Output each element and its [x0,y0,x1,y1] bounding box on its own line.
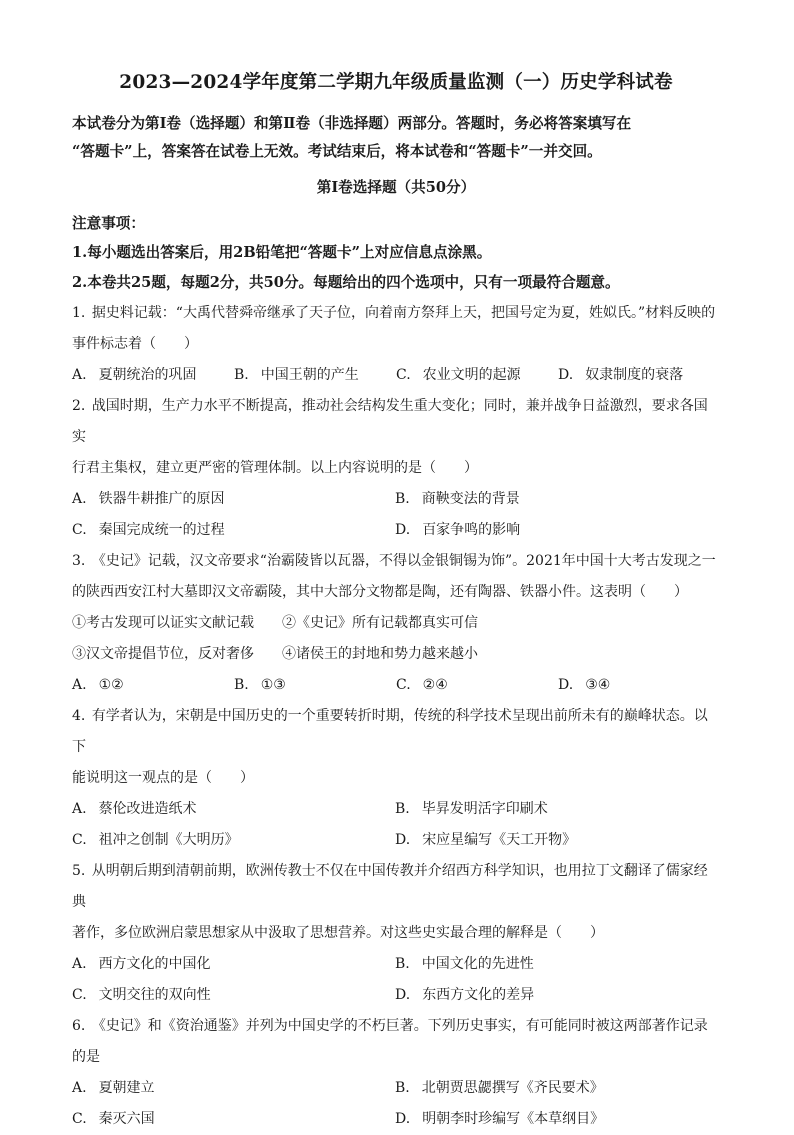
options-row [72,794,720,825]
note-item: 1.每小题选出答案后，用2B铅笔把“答题卡”上对应信息点涂黑。 [72,244,492,261]
option-d[interactable] [558,670,610,701]
option-text: ②④ [422,677,448,693]
option-label: B. [395,801,410,817]
option-b[interactable] [395,1073,604,1104]
option-b[interactable] [395,949,534,980]
option-c[interactable] [72,1104,395,1135]
instructions-line: 本试卷分为第Ⅰ卷（选择题）和第Ⅱ卷（非选择题）两部分。答题时，务必将答案填写在 [72,115,632,132]
question-stem [72,391,720,453]
option-label: B. [395,956,410,972]
option-text: 蔡伦改进造纸术 [98,801,197,817]
option-label: D. [395,1111,411,1127]
question-number: 5. [72,863,86,879]
options-row [72,670,720,701]
option-label: C. [72,522,87,538]
option-text: 东西方文化的差异 [422,987,535,1003]
option-label: A. [72,677,87,693]
option-label: B. [395,1080,410,1096]
stem-line: 的陕西西安江村大墓即汉文帝霸陵，其中大部分文物都是陶，还有陶器、铁器小件。这表明（ ） [72,584,688,600]
option-d[interactable] [395,515,520,546]
options-row [72,980,720,1011]
question-stem [72,856,720,918]
question-number: 3. [72,553,86,569]
option-text: 祖冲之创制《大明历》 [98,832,239,848]
option-label: A. [72,801,87,817]
question-stem [72,1011,720,1073]
option-label: D. [558,367,574,383]
option-label: A. [72,1080,87,1096]
statement-item: ②《史记》所有记载都真实可信 [282,615,478,631]
question-number: 6. [72,1018,86,1034]
question-3 [72,546,720,701]
option-label: A. [72,491,87,507]
options-row [72,949,720,980]
stem-line: 事件标志着（ ） [72,336,198,352]
option-text: 中国王朝的产生 [260,367,359,383]
option-text: 宋应星编写《天工开物》 [422,832,577,848]
options-row [72,484,720,515]
stem-line: 从明朝后期到清朝前期，欧洲传教士不仅在中国传教并介绍西方科学知识，也用拉丁文翻译了儒家经典 [72,863,708,910]
statement-item: ①考古发现可以证实文献记载 [72,615,254,631]
option-label: D. [395,987,411,1003]
options-row [72,1104,720,1135]
option-text: 农业文明的起源 [422,367,521,383]
option-text: 北朝贾思勰撰写《齐民要术》 [421,1080,604,1096]
question-stem [72,298,720,329]
option-a[interactable] [72,949,395,980]
stem-line: 《史记》记载，汉文帝要求“治霸陵皆以瓦器，不得以金银铜锡为饰”。2021年中国十大考古发现之一 [91,553,716,569]
option-d[interactable] [395,1104,604,1135]
statements-row [72,608,720,639]
option-b[interactable] [234,360,396,391]
option-a[interactable] [72,360,234,391]
question-4 [72,701,720,856]
question-5 [72,856,720,1011]
option-text: 毕昇发明活字印刷术 [421,801,548,817]
option-text: 明朝李时珍编写《本草纲目》 [422,1111,605,1127]
page-title: 2023—2024学年度第二学期九年级质量监测（一）历史学科试卷 [119,72,673,93]
option-label: C. [396,677,411,693]
stem-line: 能说明这一观点的是（ ） [72,770,254,786]
option-text: ①② [98,677,124,693]
instructions-line: “答题卡”上，答案答在试卷上无效。考试结束后，将本试卷和“答题卡”一并交回。 [72,143,602,160]
option-text: 秦灭六国 [98,1111,155,1127]
instructions [72,110,720,166]
stem-line: 战国时期，生产力水平不断提高，推动社会结构发生重大变化；同时，兼并战争日益激烈，要求各国实 [72,398,708,445]
option-d[interactable] [558,360,683,391]
option-text: ①③ [260,677,286,693]
option-b[interactable] [395,484,520,515]
option-a[interactable] [72,794,395,825]
option-c[interactable] [72,980,395,1011]
option-text: 中国文化的先进性 [421,956,534,972]
options-row [72,825,720,856]
option-text: 文明交往的双向性 [98,987,211,1003]
option-d[interactable] [395,980,534,1011]
option-label: B. [395,491,410,507]
option-text: 夏朝建立 [98,1080,155,1096]
option-a[interactable] [72,484,395,515]
stem-line: 据史料记载：“大禹代替舜帝继承了天子位，向着南方祭拜上天，把国号定为夏，姓姒氏。”材料反映的 [91,305,716,321]
question-number: 4. [72,708,86,724]
option-d[interactable] [395,825,576,856]
option-text: 西方文化的中国化 [98,956,211,972]
question-number: 2. [72,398,86,414]
question-1 [72,298,720,391]
option-a[interactable] [72,670,234,701]
option-a[interactable] [72,1073,395,1104]
option-text: 奴隶制度的衰落 [585,367,684,383]
question-6 [72,1011,720,1135]
option-label: D. [395,832,411,848]
option-label: A. [72,956,87,972]
question-number: 1. [72,305,86,321]
options-row [72,360,720,391]
stem-line: 《史记》和《资治通鉴》并列为中国史学的不朽巨著。下列历史事实，有可能同时被这两部著作记录的是 [72,1018,708,1065]
options-row [72,515,720,546]
statement-item: ④诸侯王的封地和势力越来越小 [282,646,478,662]
option-label: C. [72,1111,87,1127]
question-2 [72,391,720,546]
option-text: 百家争鸣的影响 [422,522,521,538]
option-c[interactable] [396,360,558,391]
option-c[interactable] [72,515,395,546]
options-row [72,1073,720,1104]
option-label: C. [396,367,411,383]
option-c[interactable] [396,670,558,701]
option-label: D. [558,677,574,693]
option-label: C. [72,987,87,1003]
option-text: ③④ [585,677,611,693]
option-b[interactable] [395,794,548,825]
question-stem [72,701,720,763]
option-label: A. [72,367,87,383]
option-text: 夏朝统治的巩固 [98,367,197,383]
option-text: 铁器牛耕推广的原因 [98,491,225,507]
stem-line: 著作，多位欧洲启蒙思想家从中汲取了思想营养。对这些史实最合理的解释是（ ） [72,925,604,941]
option-text: 商鞅变法的背景 [421,491,520,507]
stem-line: 行君主集权，建立更严密的管理体制。以上内容说明的是（ ） [72,460,478,476]
notes-heading: 注意事项： [72,215,145,232]
option-c[interactable] [72,825,395,856]
option-text: 秦国完成统一的过程 [98,522,225,538]
option-label: C. [72,832,87,848]
stem-line: 有学者认为，宋朝是中国历史的一个重要转折时期，传统的科学技术呈现出前所未有的巅峰状态。以下 [72,708,708,755]
option-label: D. [395,522,411,538]
section-title: 第Ⅰ卷选择题（共50分） [316,179,476,196]
question-stem [72,546,720,577]
note-item: 2.本卷共25题，每题2分，共50分。每题给出的四个选项中，只有一项最符合题意。 [72,274,620,291]
option-label: B. [234,367,249,383]
statements-row [72,639,720,670]
option-b[interactable] [234,670,396,701]
option-label: B. [234,677,249,693]
statement-item: ③汉文帝提倡节位，反对奢侈 [72,646,254,662]
